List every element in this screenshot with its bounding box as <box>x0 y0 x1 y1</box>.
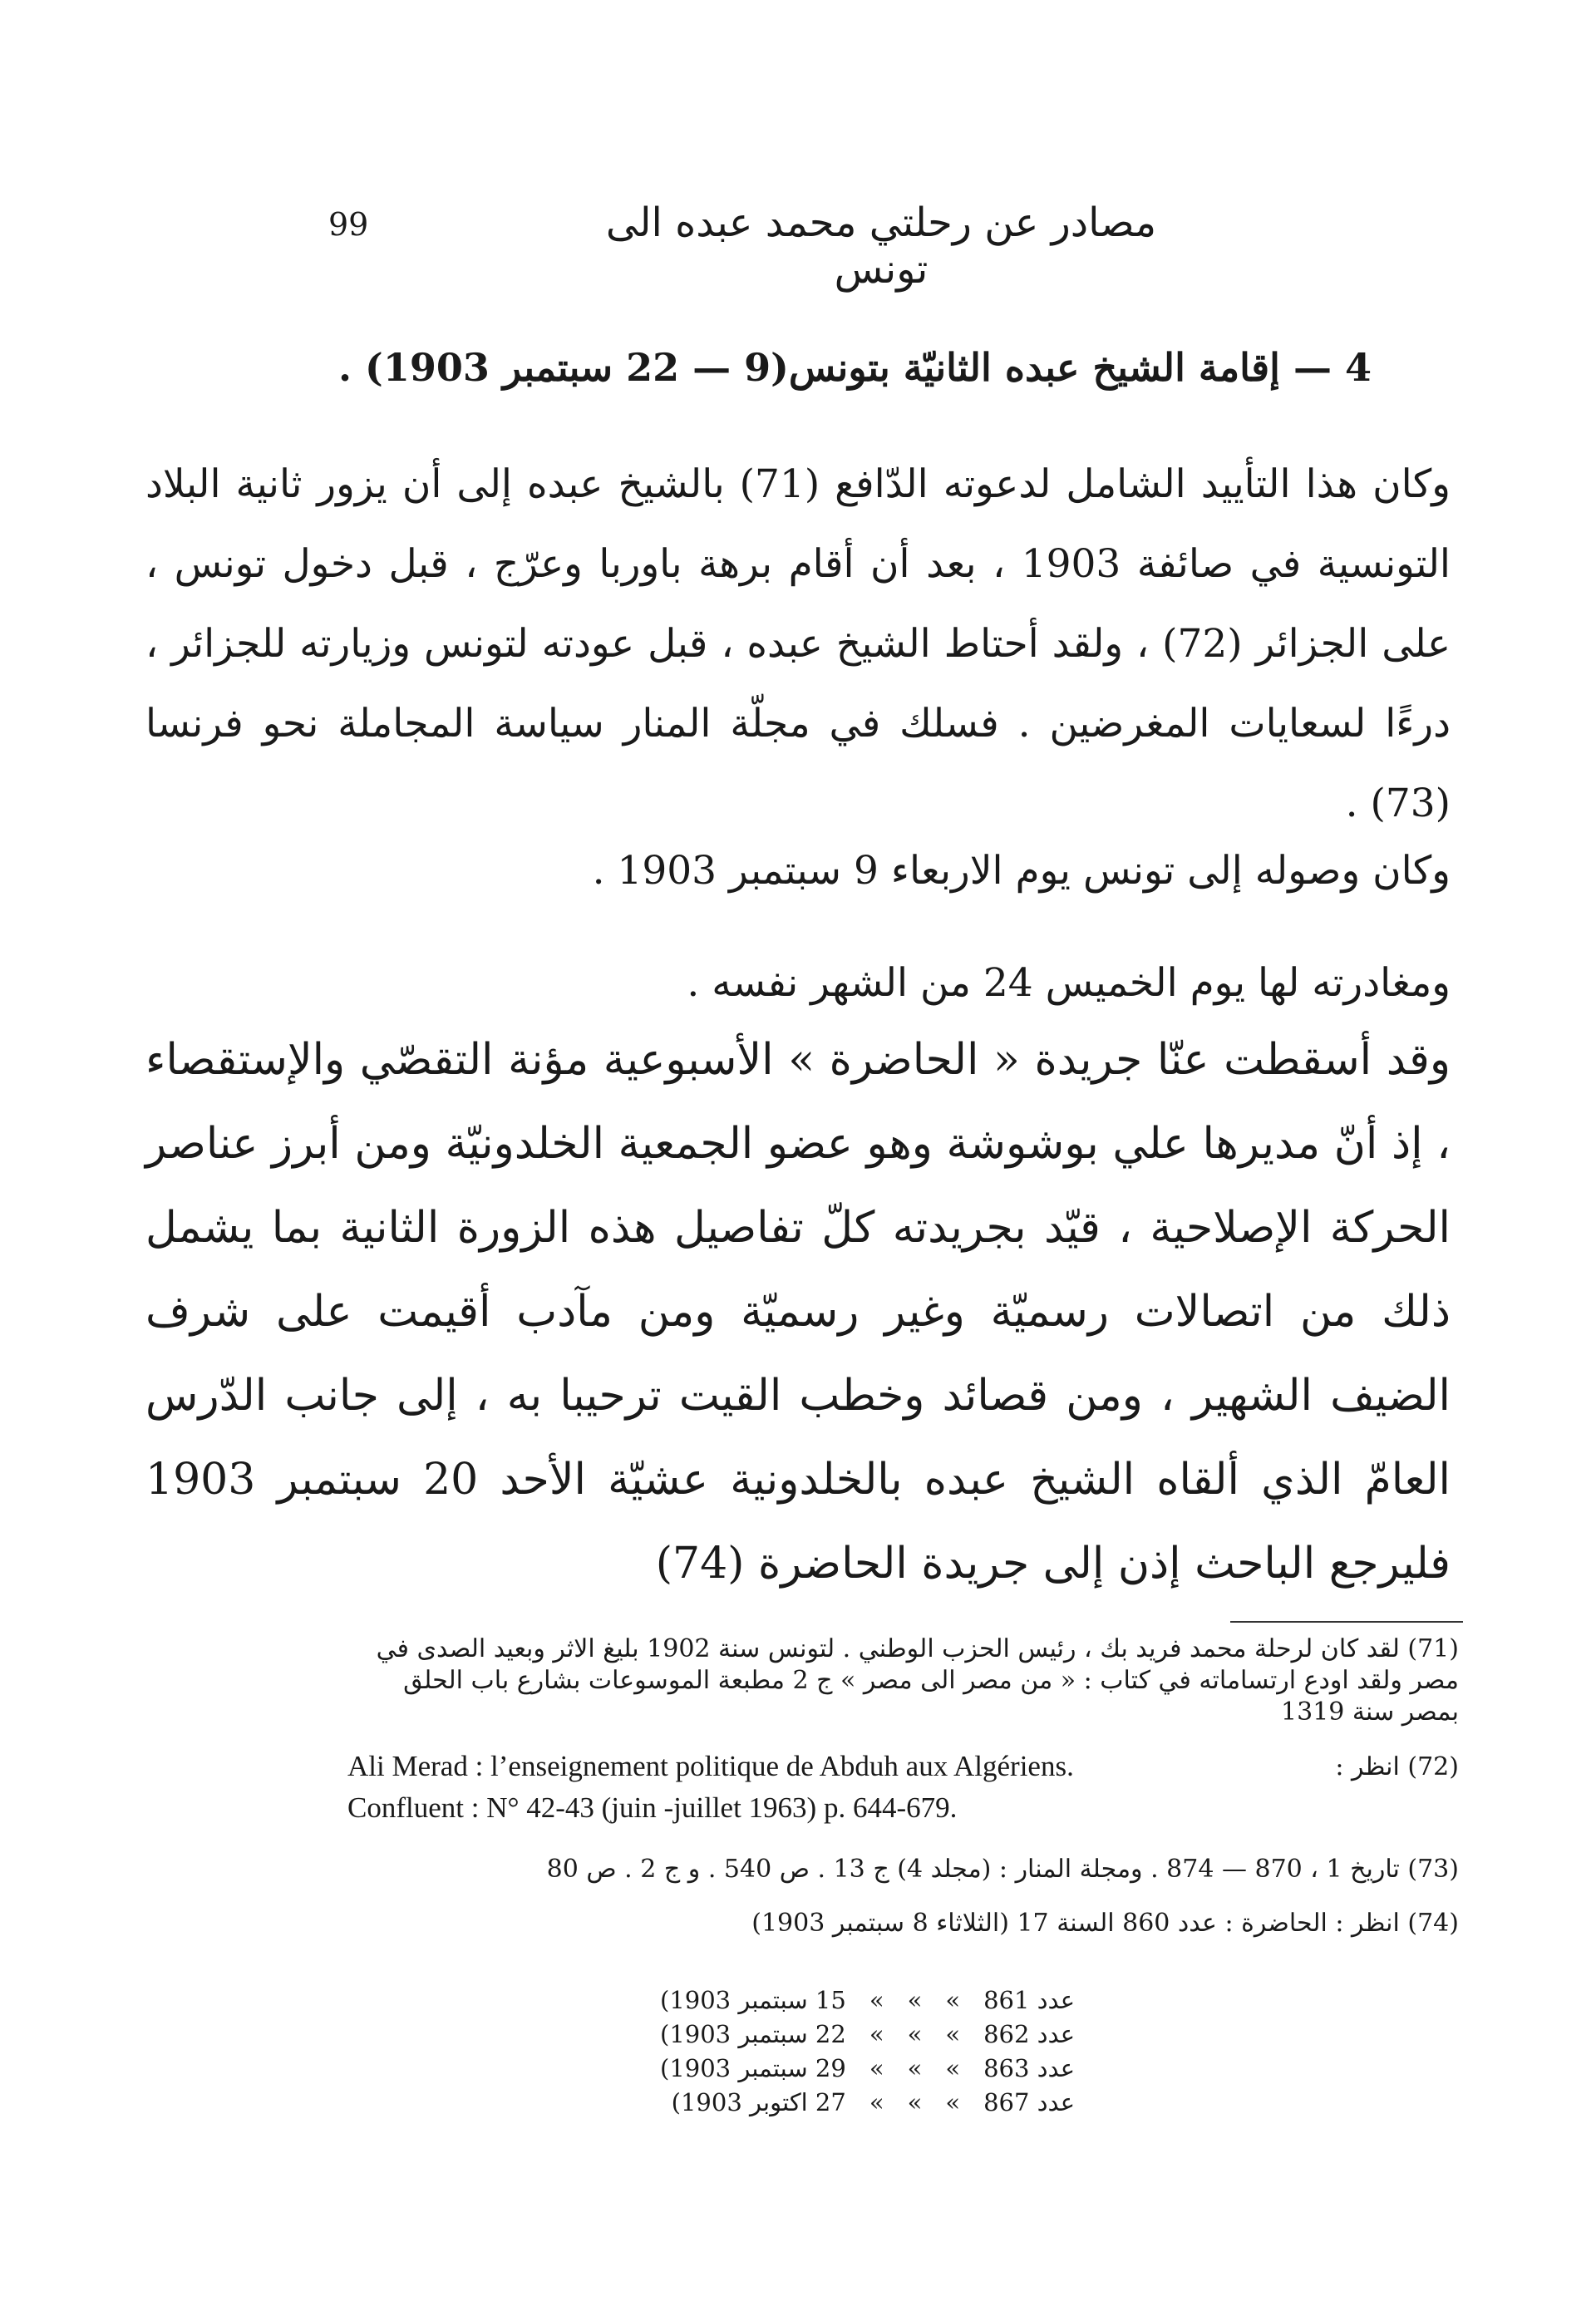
ditto-mark: » <box>869 2019 884 2048</box>
ditto-mark: » <box>869 2053 884 2082</box>
body-paragraph-3: ومغادرته لها يوم الخميس 24 من الشهر نفسه . <box>687 960 1451 1006</box>
footnote-72-citation-line-1: Ali Merad : l’enseignement politique de Abduh aux Algériens. <box>347 1750 1074 1782</box>
issue-date: 29 سبتمبر 1903) <box>660 2053 846 2082</box>
ditto-mark: » <box>945 2087 961 2116</box>
ditto-mark: » <box>907 1985 923 2014</box>
issue-date: 15 سبتمبر 1903) <box>660 1985 846 2014</box>
footnote-divider <box>1230 1621 1463 1623</box>
footnote-72-label: (72) انظر : <box>1335 1752 1459 1781</box>
ditto-mark: » <box>907 2087 923 2116</box>
issue-date: 27 اكتوبر 1903) <box>671 2087 846 2116</box>
table-row <box>648 2051 1086 2085</box>
footnote-73: (73) تاريخ 1 ، 870 — 874 . ومجلة المنار : (مجلد 4) ج 13 . ص 540 . و ج 2 . ص 80 <box>546 1855 1459 1884</box>
footnote-72-citation-line-2: Confluent : N° 42-43 (juin -juillet 1963) p. 644-679. <box>347 1791 958 1824</box>
footnote-71: (71) لقد كان لرحلة محمد فريد بك ، رئيس الحزب الوطني . لتونس سنة 1902 بليغ الاثر وبعيد الصدى في مصر ولقد اودع ارتساماته في كتاب : « من مصر الى مصر » ج 2 مطبعة الموسوعات بشارع باب الحلق بمصر سنة 1319 <box>376 1634 1459 1727</box>
body-paragraph-2: وكان وصوله إلى تونس يوم الاربعاء 9 سبتمبر 1903 . <box>592 848 1451 894</box>
ditto-mark: » <box>869 1985 884 2014</box>
ditto-mark: » <box>907 2019 923 2048</box>
footnote-74-issue-table <box>648 1983 1086 2119</box>
issue-number: عدد 861 <box>983 1985 1076 2014</box>
table-row <box>648 1983 1086 2017</box>
issue-number: عدد 867 <box>983 2087 1076 2116</box>
footnote-74-intro: (74) انظر : الحاضرة : عدد 860 السنة 17 (الثلاثاء 8 سبتمبر 1903) <box>751 1909 1459 1938</box>
table-row <box>648 2085 1086 2119</box>
table-row <box>648 2017 1086 2051</box>
ditto-mark: » <box>907 2053 923 2082</box>
issue-date: 22 سبتمبر 1903) <box>660 2019 846 2048</box>
ditto-mark: » <box>945 2019 961 2048</box>
issue-number: عدد 862 <box>983 2019 1076 2048</box>
ditto-mark: » <box>869 2087 884 2116</box>
page-number: 99 <box>328 206 369 243</box>
running-header-title: مصادر عن رحلتي محمد عبده الى تونس <box>605 200 1157 293</box>
body-paragraph-4: وقد أسقطت عنّا جريدة « الحاضرة » الأسبوعية مؤنة التقصّي والإستقصاء ، إذ أنّ مديرها علي بوشوشة وهو عضو الجمعية الخلدونيّة ومن أبرز عناصر الحركة الإصلاحية ، قيّد بجريدته كلّ تفاصيل هذه الزورة الثانية بما يشمل ذلك من اتصالات رسميّة وغير رسميّة ومن مآدب أقيمت على شرف الضيف الشهير ، ومن قصائد وخطب القيت ترحيبا به ، إلى جانب الدّرس العامّ الذي ألقاه الشيخ عبده بالخلدونية عشيّة الأحد 20 سبتمبر 1903 فليرجع الباحث إذن إلى جريدة الحاضرة (74) <box>145 1035 1451 1589</box>
ditto-mark: » <box>945 2053 961 2082</box>
issue-number: عدد 863 <box>983 2053 1076 2082</box>
body-paragraph-1: وكان هذا التأييد الشامل لدعوته الدّافع (71) بالشيخ عبده إلى أن يزور ثانية البلاد التونسية في صائفة 1903 ، بعد أن أقام برهة باوربا وعرّج ، قبل دخول تونس ، على الجزائر (72) ، ولقد أحتاط الشيخ عبده ، قبل عودته لتونس وزيارته للجزائر ، درءًا لسعايات المغرضين . فسلك في مجلّة المنار سياسة المجاملة نحو فرنسا (73) . <box>145 461 1451 826</box>
section-heading: 4 — إقامة الشيخ عبده الثانيّة بتونس(9 — 22 سبتمبر 1903) . <box>338 345 1372 390</box>
ditto-mark: » <box>945 1985 961 2014</box>
